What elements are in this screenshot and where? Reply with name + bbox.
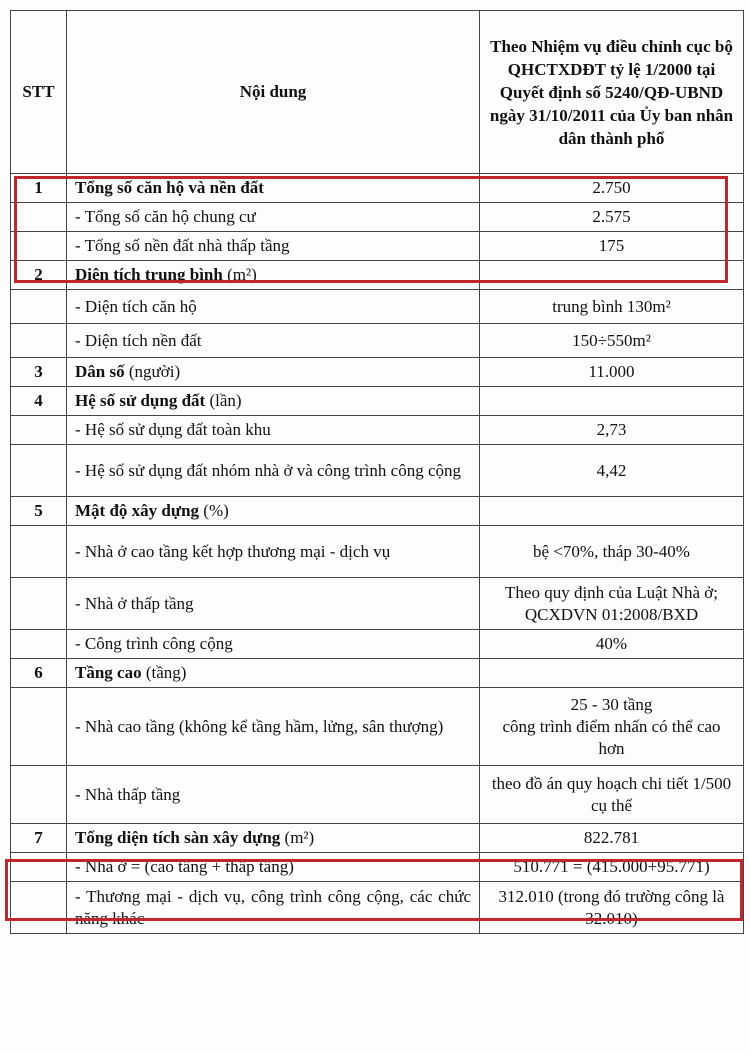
row-value: 822.781 — [480, 824, 744, 853]
row-content — [67, 824, 480, 853]
row-value: bệ <70%, tháp 30-40% — [480, 526, 744, 578]
row-content: - Thương mại - dịch vụ, công trình công cộng, các chức năng khác — [67, 882, 480, 934]
table-row — [11, 261, 744, 290]
row-stt — [11, 882, 67, 934]
row-unit: (lần) — [205, 391, 242, 410]
row-heading: Mật độ xây dựng — [75, 501, 200, 520]
row-stt — [11, 578, 67, 630]
table-row — [11, 497, 744, 526]
row-stt: 7 — [11, 824, 67, 853]
table-row — [11, 416, 744, 445]
table-row — [11, 387, 744, 416]
table-row — [11, 290, 744, 324]
row-heading: Tầng cao — [75, 663, 142, 682]
row-content: - Hệ số sử dụng đất nhóm nhà ở và công trình công cộng — [67, 445, 480, 497]
row-stt — [11, 416, 67, 445]
row-value: Theo quy định của Luật Nhà ở; QCXDVN 01:2008/BXD — [480, 578, 744, 630]
row-value — [480, 659, 744, 688]
row-content: - Diện tích căn hộ — [67, 290, 480, 324]
row-unit: (m²) — [222, 265, 257, 284]
row-stt — [11, 203, 67, 232]
table-row — [11, 766, 744, 824]
row-content — [67, 358, 480, 387]
row-content — [67, 261, 480, 290]
row-value: 25 - 30 tầng công trình điểm nhấn có thể cao hơn — [480, 688, 744, 766]
row-value: 312.010 (trong đó trường công là 32.010) — [480, 882, 744, 934]
row-content: - Hệ số sử dụng đất toàn khu — [67, 416, 480, 445]
table-body — [11, 174, 744, 934]
row-heading: Diện tích trung bình — [75, 265, 223, 284]
row-stt — [11, 766, 67, 824]
row-value: 2.750 — [480, 174, 744, 203]
row-stt — [11, 688, 67, 766]
row-stt — [11, 445, 67, 497]
row-value: 175 — [480, 232, 744, 261]
row-content — [67, 387, 480, 416]
table-row — [11, 203, 744, 232]
table-row — [11, 578, 744, 630]
row-value: 510.771 = (415.000+95.771) — [480, 853, 744, 882]
row-content — [67, 659, 480, 688]
planning-table — [10, 10, 744, 934]
table-row — [11, 853, 744, 882]
row-value — [480, 387, 744, 416]
table-row — [11, 824, 744, 853]
row-content: - Diện tích nền đất — [67, 324, 480, 358]
row-value — [480, 497, 744, 526]
row-stt — [11, 290, 67, 324]
table-row — [11, 659, 744, 688]
row-unit: (người) — [124, 362, 181, 381]
row-unit: (m²) — [280, 828, 315, 847]
table-row — [11, 630, 744, 659]
row-value: 150÷550m² — [480, 324, 744, 358]
row-value: 4,42 — [480, 445, 744, 497]
header-value: Theo Nhiệm vụ điều chỉnh cục bộ QHCTXDĐT tỷ lệ 1/2000 tại Quyết định số 5240/QĐ-UBND ngày 31/10/2011 của Ủy ban nhân dân thành phố — [480, 11, 744, 174]
row-content: - Nhà thấp tầng — [67, 766, 480, 824]
header-content: Nội dung — [67, 11, 480, 174]
table-row — [11, 324, 744, 358]
row-heading: Dân số — [75, 362, 125, 381]
header-stt: STT — [11, 11, 67, 174]
table-row — [11, 358, 744, 387]
row-stt — [11, 232, 67, 261]
row-stt: 2 — [11, 261, 67, 290]
row-value — [480, 261, 744, 290]
row-content: - Công trình công cộng — [67, 630, 480, 659]
table-row — [11, 882, 744, 934]
row-stt: 5 — [11, 497, 67, 526]
row-stt — [11, 630, 67, 659]
row-heading: Hệ số sử dụng đất — [75, 391, 206, 410]
row-content — [67, 174, 480, 203]
row-value: 11.000 — [480, 358, 744, 387]
row-stt: 6 — [11, 659, 67, 688]
row-stt: 4 — [11, 387, 67, 416]
table-header-row — [11, 11, 744, 174]
row-unit: (%) — [199, 501, 229, 520]
table-row — [11, 232, 744, 261]
row-content: - Tổng số căn hộ chung cư — [67, 203, 480, 232]
row-content: - Nhà ở cao tầng kết hợp thương mại - dịch vụ — [67, 526, 480, 578]
row-content: - Tổng số nền đất nhà thấp tầng — [67, 232, 480, 261]
row-content: - Nhà ở = (cao tầng + thấp tầng) — [67, 853, 480, 882]
table-row — [11, 174, 744, 203]
table-row — [11, 445, 744, 497]
table-row — [11, 688, 744, 766]
row-stt: 1 — [11, 174, 67, 203]
row-value: 2.575 — [480, 203, 744, 232]
row-heading: Tổng diện tích sàn xây dựng — [75, 828, 281, 847]
row-content — [67, 497, 480, 526]
row-unit: (tầng) — [141, 663, 187, 682]
table-row — [11, 526, 744, 578]
row-content: - Nhà cao tầng (không kể tầng hầm, lửng, sân thượng) — [67, 688, 480, 766]
row-stt — [11, 324, 67, 358]
row-stt — [11, 853, 67, 882]
row-stt: 3 — [11, 358, 67, 387]
row-value: theo đồ án quy hoạch chi tiết 1/500 cụ thể — [480, 766, 744, 824]
row-heading: Tổng số căn hộ và nền đất — [75, 178, 264, 197]
row-value: 40% — [480, 630, 744, 659]
row-value: trung bình 130m² — [480, 290, 744, 324]
row-value: 2,73 — [480, 416, 744, 445]
row-content: - Nhà ở thấp tầng — [67, 578, 480, 630]
row-stt — [11, 526, 67, 578]
